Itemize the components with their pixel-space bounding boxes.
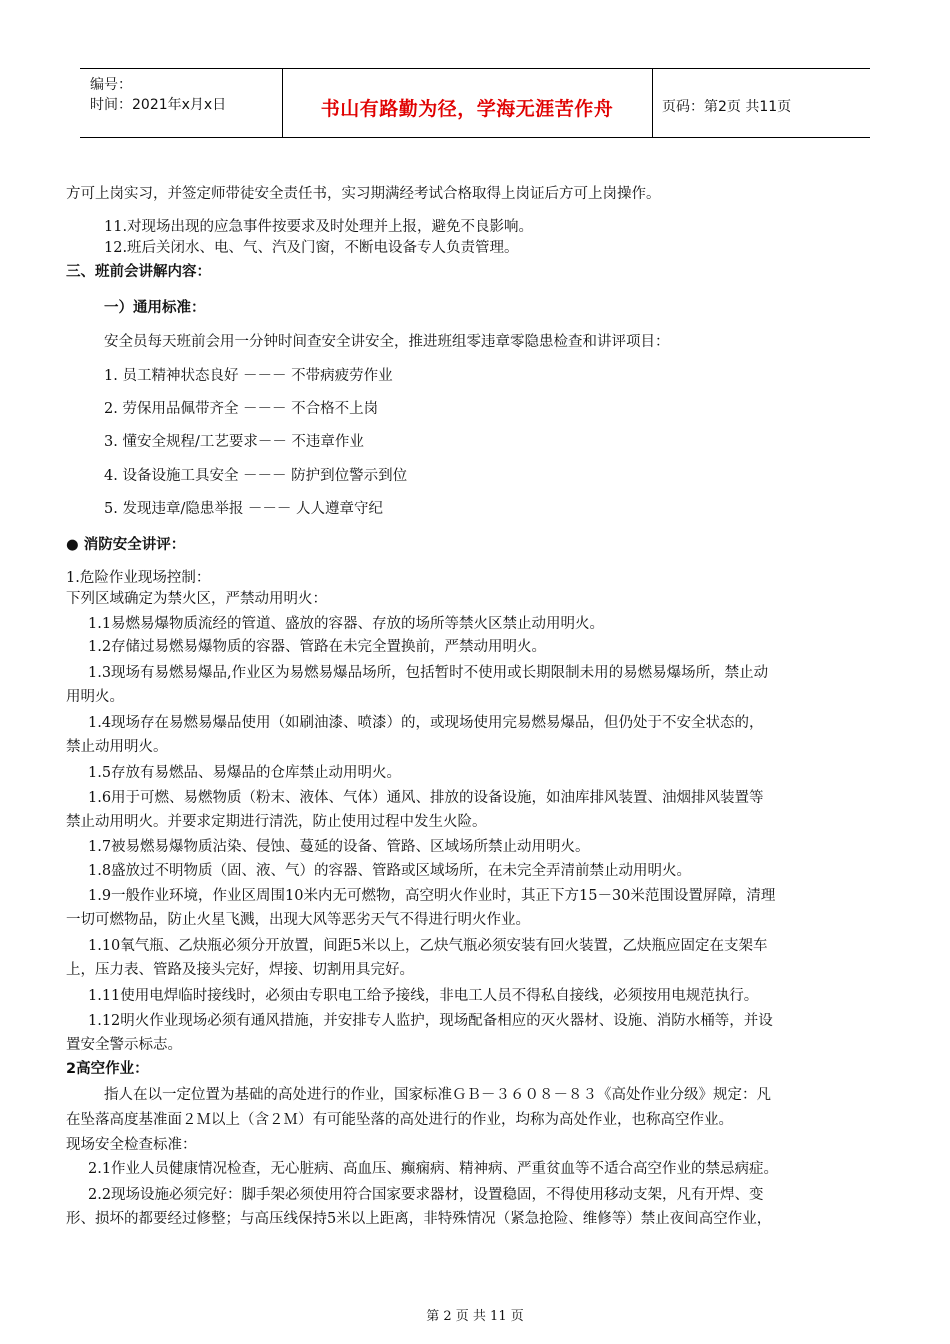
list-item: 4. 设备设施工具安全 －－－ 防护到位警示到位 [104, 468, 408, 484]
text-line: 下列区域确定为禁火区，严禁动用明火： [66, 591, 327, 607]
text-line: 1.2存储过易燃易爆物质的容器、管路在未完全置换前，严禁动用明火。 [88, 639, 547, 655]
text-line: 1.4现场存在易燃易爆品使用（如刷油漆、喷漆）的，或现场使用完易燃易爆品，但仍处于不安全状态的， [88, 715, 764, 731]
text-line: 1.12明火作业现场必须有通风措施，并安排专人监护，现场配备相应的灭火器材、设施、消防水桶等，并设 [88, 1013, 773, 1029]
list-item: 1. 员工精神状态良好 －－－ 不带病疲劳作业 [104, 368, 393, 384]
section-heading: 三、班前会讲解内容： [66, 264, 211, 280]
section-heading: ● 消防安全讲评： [66, 537, 186, 553]
section-heading: 2高空作业： [66, 1061, 149, 1077]
number-label: 编号： [90, 77, 132, 93]
text-line: 形、损坏的都要经过修整；与高压线保持5米以上距离，非特殊情况（紧急抢险、维修等）禁止夜间高空作业， [66, 1211, 772, 1227]
date-label: 时间：2021年x月x日 [90, 97, 227, 113]
text-line: 置安全警示标志。 [66, 1037, 182, 1053]
text-line: 一切可燃物品，防止火星飞溅，出现大风等恶劣天气不得进行明火作业。 [66, 912, 530, 928]
list-item: 2. 劳保用品佩带齐全 －－－ 不合格不上岗 [104, 401, 379, 417]
text-line: 1.3现场有易燃易爆品,作业区为易燃易爆品场所，包括暂时不使用或长期限制未用的易燃易爆场所，禁止动 [88, 665, 769, 681]
text-line: 11.对现场出现的应急事件按要求及时处理并上报，避免不良影响。 [104, 219, 534, 235]
header-motto-cell [282, 69, 653, 137]
page-header [80, 68, 870, 138]
subsection-heading: 一）通用标准： [104, 300, 206, 316]
text-line: 1.9一般作业环境，作业区周围10米内无可燃物，高空明火作业时，其正下方15－30米范围设置屏障，清理 [88, 888, 776, 904]
text-line: 安全员每天班前会用一分钟时间查安全讲安全，推进班组零违章零隐患检查和讲评项目： [104, 334, 670, 350]
text-line: 指人在以一定位置为基础的高处进行的作业，国家标准ＧＢ－３６０８－８３《高处作业分级》规定：凡 [104, 1087, 771, 1103]
text-line: 1.1易燃易爆物质流经的管道、盛放的容器、存放的场所等禁火区禁止动用明火。 [88, 616, 605, 632]
motto: 书山有路勤为径，学海无涯苦作舟 [320, 98, 614, 120]
text-line: 用明火。 [66, 689, 124, 705]
text-line: 现场安全检查标准： [66, 1137, 197, 1153]
text-line: 1.6用于可燃、易燃物质（粉末、液体、气体）通风、排放的设备设施，如油库排风装置、油烟排风装置等 [88, 790, 764, 806]
text-line: 方可上岗实习，并签定师带徒安全责任书，实习期满经考试合格取得上岗证后方可上岗操作。 [66, 186, 661, 202]
text-line: 1.11使用电焊临时接线时，必须由专职电工给予接线，非电工人员不得私自接线，必须按用电规范执行。 [88, 988, 759, 1004]
text-line: 1.7被易燃易爆物质沾染、侵蚀、蔓延的设备、管路、区域场所禁止动用明火。 [88, 839, 590, 855]
page-footer: 第 2 页 共 11 页 [426, 1309, 524, 1324]
text-line: 禁止动用明火。 [66, 739, 168, 755]
text-line: 2.2现场设施必须完好：脚手架必须使用符合国家要求器材，设置稳固，不得使用移动支架，凡有开焊、变 [88, 1187, 764, 1203]
text-line: 2.1作业人员健康情况检查，无心脏病、高血压、癫痫病、精神病、严重贫血等不适合高空作业的禁忌病症。 [88, 1161, 779, 1177]
text-line: 1.8盛放过不明物质（固、液、气）的容器、管路或区域场所，在未完全弄清前禁止动用明火。 [88, 863, 692, 879]
header-page-cell [652, 69, 870, 137]
page-number-label: 页码：第2页 共11页 [662, 99, 792, 115]
header-meta-cell [80, 69, 283, 137]
text-line: 1.10氧气瓶、乙炔瓶必须分开放置，间距5米以上，乙炔气瓶必须安装有回火装置，乙炔瓶应固定在支架车 [88, 938, 768, 954]
text-line: 在坠落高度基准面２Ｍ以上（含２Ｍ）有可能坠落的高处进行的作业，均称为高处作业，也称高空作业。 [66, 1112, 733, 1128]
text-line: 禁止动用明火。并要求定期进行清洗，防止使用过程中发生火险。 [66, 814, 487, 830]
text-line: 上，压力表、管路及接头完好，焊接、切割用具完好。 [66, 962, 414, 978]
text-line: 12.班后关闭水、电、气、汽及门窗，不断电设备专人负责管理。 [104, 240, 519, 256]
text-line: 1.危险作业现场控制： [66, 570, 211, 586]
text-line: 1.5存放有易燃品、易爆品的仓库禁止动用明火。 [88, 765, 402, 781]
list-item: 3. 懂安全规程/工艺要求－－ 不违章作业 [104, 434, 364, 450]
list-item: 5. 发现违章/隐患举报 －－－ 人人遵章守纪 [104, 501, 384, 517]
